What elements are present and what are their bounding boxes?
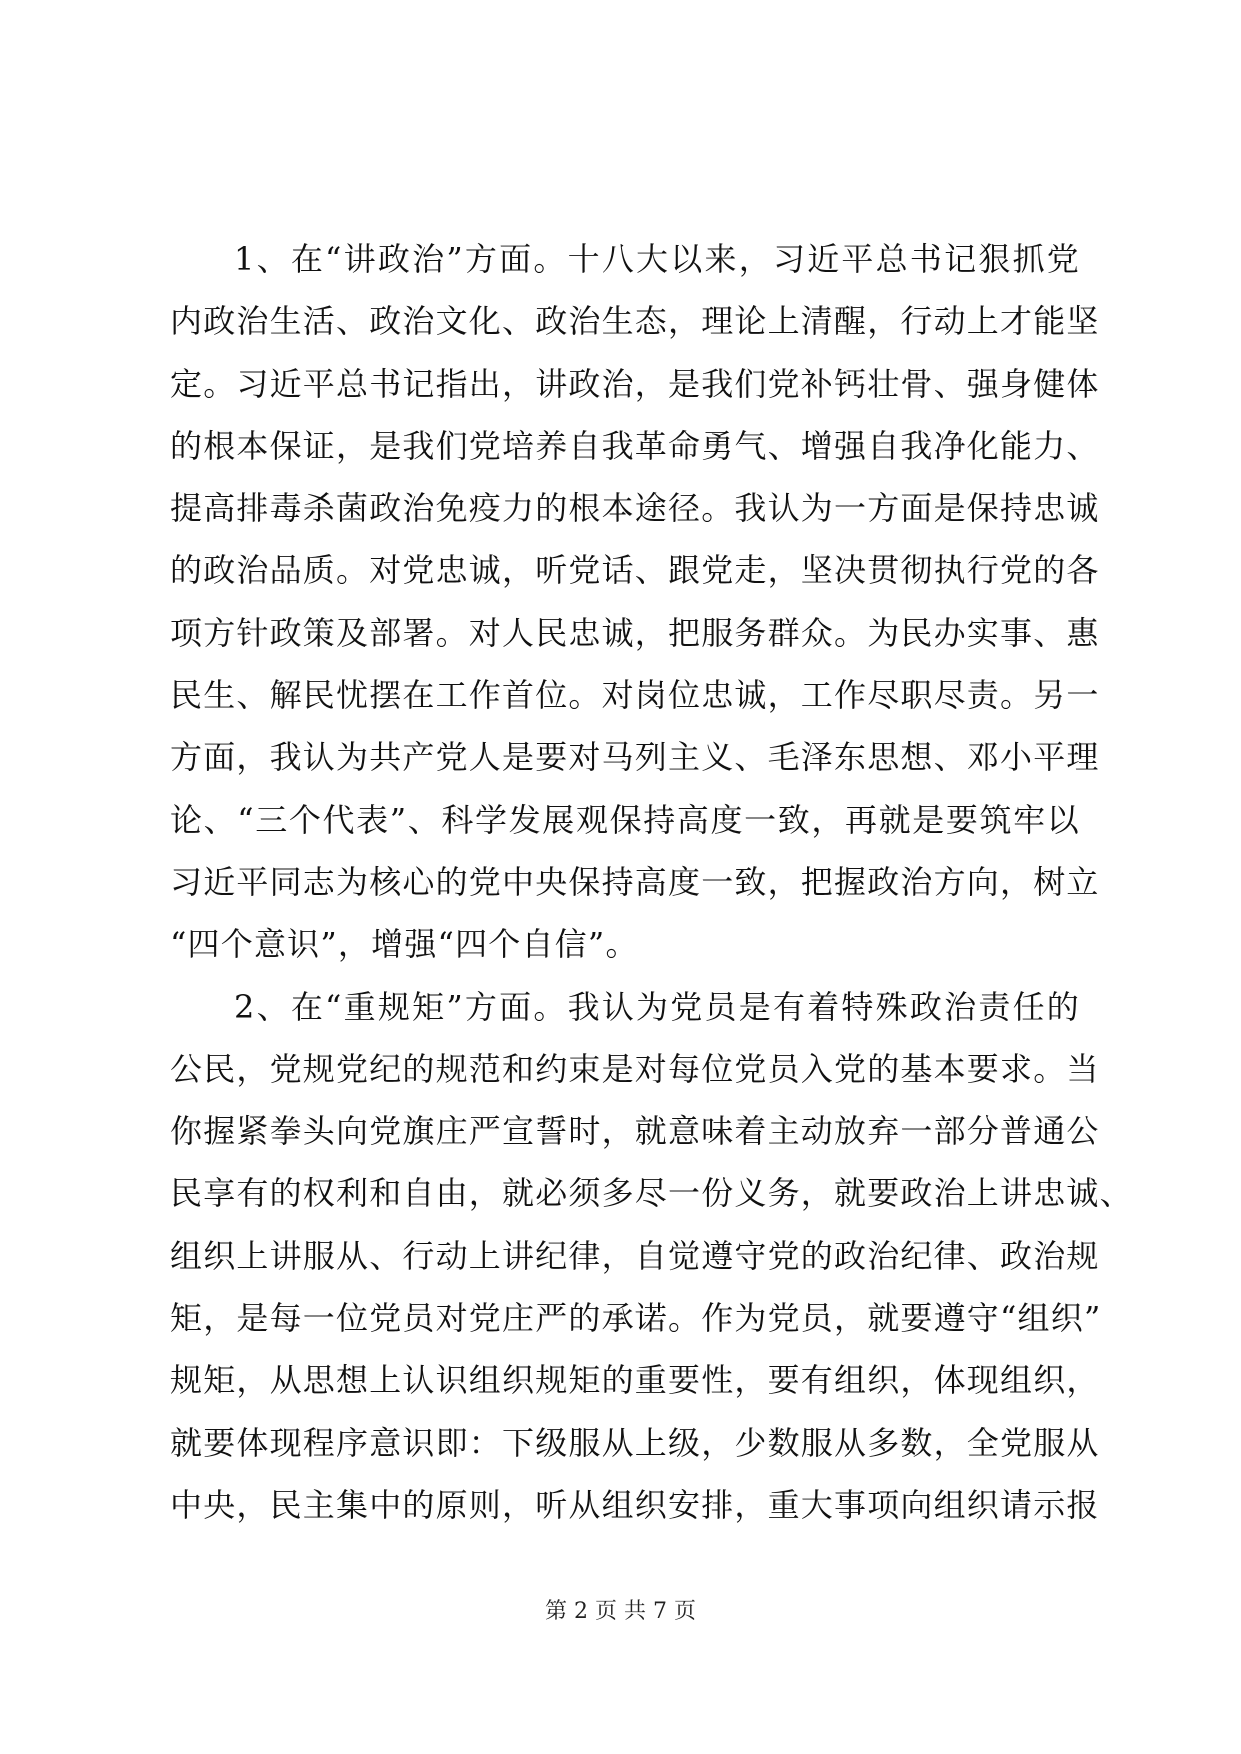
text-line: 论、“三个代表”、科学发展观保持高度一致，再就是要筑牢以 <box>170 800 1080 839</box>
text-line: 你握紧拳头向党旗庄严宣誓时，就意味着主动放弃一部分普通公 <box>170 1112 1100 1151</box>
text-line: 组织上讲服从、行动上讲纪律，自觉遵守党的政治纪律、政治规 <box>170 1236 1100 1275</box>
text-line: 提高排毒杀菌政治免疫力的根本途径。我认为一方面是保持忠诚 <box>170 489 1100 528</box>
text-line: 项方针政策及部署。对人民忠诚，把服务群众。为民办实事、惠 <box>170 613 1100 652</box>
text-line: 习近平同志为核心的党中央保持高度一致，把握政治方向，树立 <box>170 862 1100 901</box>
text-line: 1、在“讲政治”方面。十八大以来，习近平总书记狠抓党 <box>234 240 1080 278</box>
text-line: 就要体现程序意识即：下级服从上级，少数服从多数，全党服从 <box>170 1423 1100 1462</box>
body-text <box>170 228 1133 1536</box>
text-line: 的根本保证，是我们党培养自我革命勇气、增强自我净化能力、 <box>170 426 1100 465</box>
text-line: 公民，党规党纪的规范和约束是对每位党员入党的基本要求。当 <box>170 1049 1100 1088</box>
text-line: “四个意识”，增强“四个自信”。 <box>170 925 639 964</box>
text-line: 中央，民主集中的原则，听从组织安排，重大事项向组织请示报 <box>170 1485 1100 1524</box>
text-line: 内政治生活、政治文化、政治生态，理论上清醒，行动上才能坚 <box>170 302 1100 341</box>
text-line: 方面，我认为共产党人是要对马列主义、毛泽东思想、邓小平理 <box>170 738 1100 777</box>
text-line: 民享有的权利和自由，就必须多尽一份义务，就要政治上讲忠诚、 <box>170 1174 1133 1213</box>
text-line: 定。习近平总书记指出，讲政治，是我们党补钙壮骨、强身健体 <box>170 364 1100 403</box>
page-footer: 第 2 页 共 7 页 <box>545 1599 696 1624</box>
text-line: 矩，是每一位党员对党庄严的承诺。作为党员，就要遵守“组织” <box>170 1299 1102 1338</box>
text-line: 民生、解民忧摆在工作首位。对岗位忠诚，工作尽职尽责。另一 <box>170 676 1100 715</box>
text-line: 规矩，从思想上认识组织规矩的重要性，要有组织，体现组织， <box>170 1361 1100 1400</box>
text-line: 2、在“重规矩”方面。我认为党员是有着特殊政治责任的 <box>234 987 1080 1026</box>
text-line: 的政治品质。对党忠诚，听党话、跟党走，坚决贯彻执行党的各 <box>170 551 1100 590</box>
